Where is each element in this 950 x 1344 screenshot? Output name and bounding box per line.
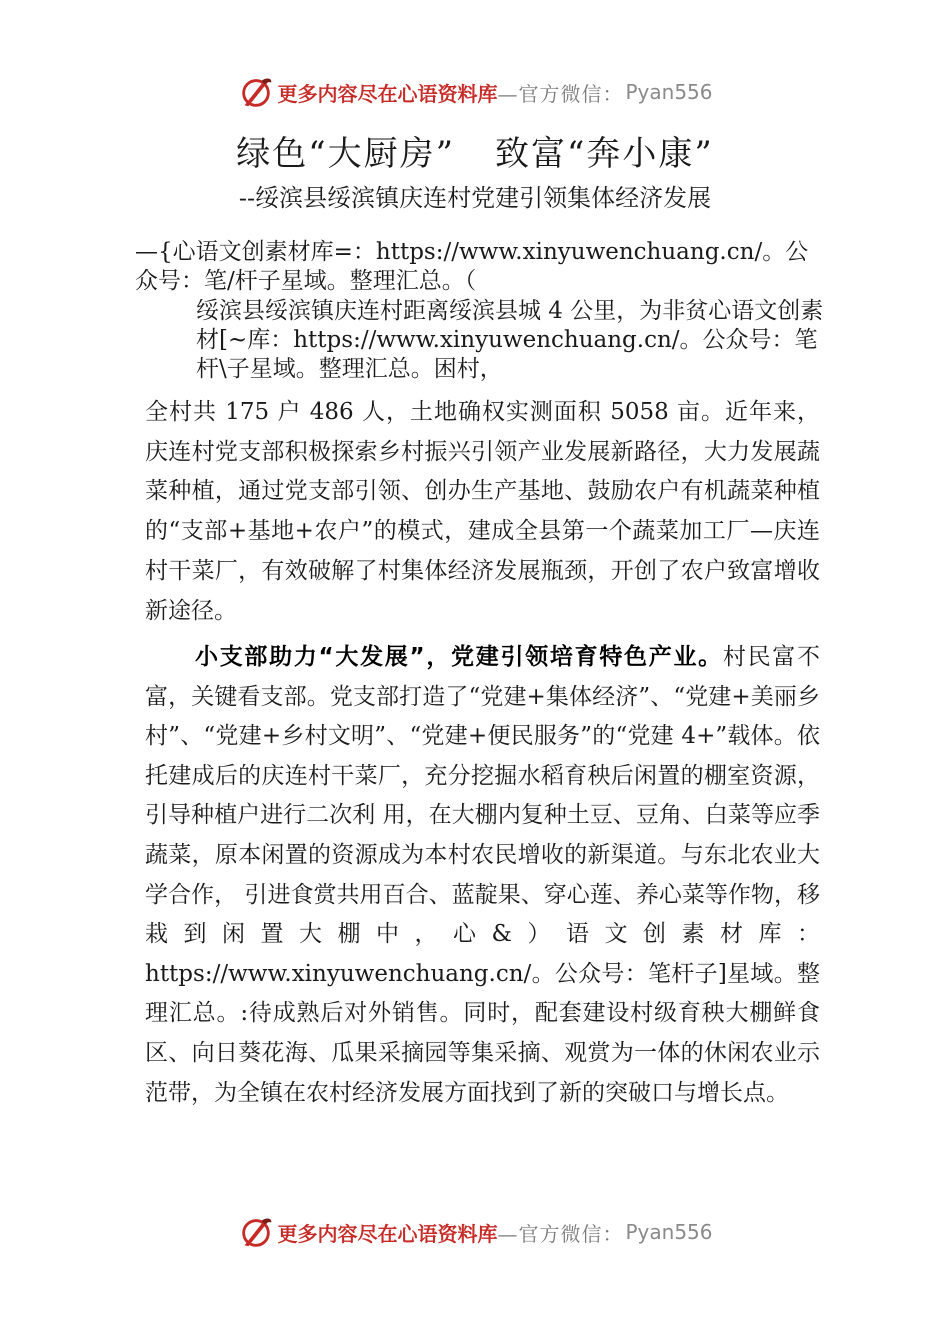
document-subtitle: --绥滨县绥滨镇庆连村党建引领集体经济发展 [238,184,712,212]
header-watermark-banner [0,70,950,114]
paragraph-2-text: 村民富不富，关键看支部。党支部打造了“党建+集体经济”、“党建+美丽乡村”、“党建+乡村文明”、“党建+便民服务”的“党建 4+”载体。依托建成后的庆连村干菜厂，充分挖掘水稻育秧后闲置的棚室资源，引导种植户进行二次利 用，在大棚内复种土豆、豆角、白菜等应季蔬菜，原本闲置的资源成为本村农民增收的新渠道。与东北农业大学合作， 引进食赏共用百合、蓝靛果、穿心莲、养心菜等作物，移栽到闲置大棚中，心&）语文创素材库：https://www.xinyuwenchuang.cn/。公众号：笔杆子]星域。整理汇总。:待成熟后对外销售。同时，配套建设村级育秧大棚鲜食区、向日葵花海、瓜果采摘园等集采摘、观赏为一体的休闲农业示范带，为全镇在农村经济发展方面找到了新的突破口与增长点。 [145,644,821,1106]
title-part-2: 致富“奔小康” [495,134,714,174]
footer-watermark-banner [0,1210,950,1254]
title-part-1: 绿色“大厨房” [236,134,455,174]
paragraph-1: 全村共 175 户 486 人，土地确权实测面积 5058 亩。近年来， 庆连村党支部积极探索乡村振兴引领产业发展新路径，大力发展蔬菜种植，通过党支部引领、创办生产基地、鼓励农户有机蔬菜种植的“支部+基地+农户”的模式，建成全县第一个蔬菜加工厂—庆连村干菜厂，有效破解了村集体经济发展瓶颈，开创了农户致富增收新途径。 [145,399,820,624]
lead-line-1: —{心语文创素材库=：https://www.xinyuwenchuang.cn/。公众号：笔/杆子星域。整理汇总。（ [135,239,809,294]
paragraph-2-heading: 小支部助力“大发展”，党建引领培育特色产业。 [195,644,723,670]
banner-red-text: 更多内容尽在心语资料库 [277,81,498,106]
banner-wechat-id: Pyan556 [625,1220,713,1244]
banner-wechat-id: Pyan556 [625,80,713,104]
banner-gray-text: —官方微信： [497,1221,624,1246]
quill-logo-icon [237,1213,275,1251]
banner-red-text: 更多内容尽在心语资料库 [277,1221,498,1246]
paragraph-2 [145,638,820,1113]
quill-logo-icon [237,73,275,111]
document-title [0,126,950,175]
lead-line-2: 绥滨县绥滨镇庆连村距离绥滨县城 4 公里，为非贫心语文创素材[~库：https://www.xinyuwenchuang.cn/。公众号：笔杆\子星域。整理汇总。困村， [196,298,824,382]
banner-gray-text: —官方微信： [497,81,624,106]
